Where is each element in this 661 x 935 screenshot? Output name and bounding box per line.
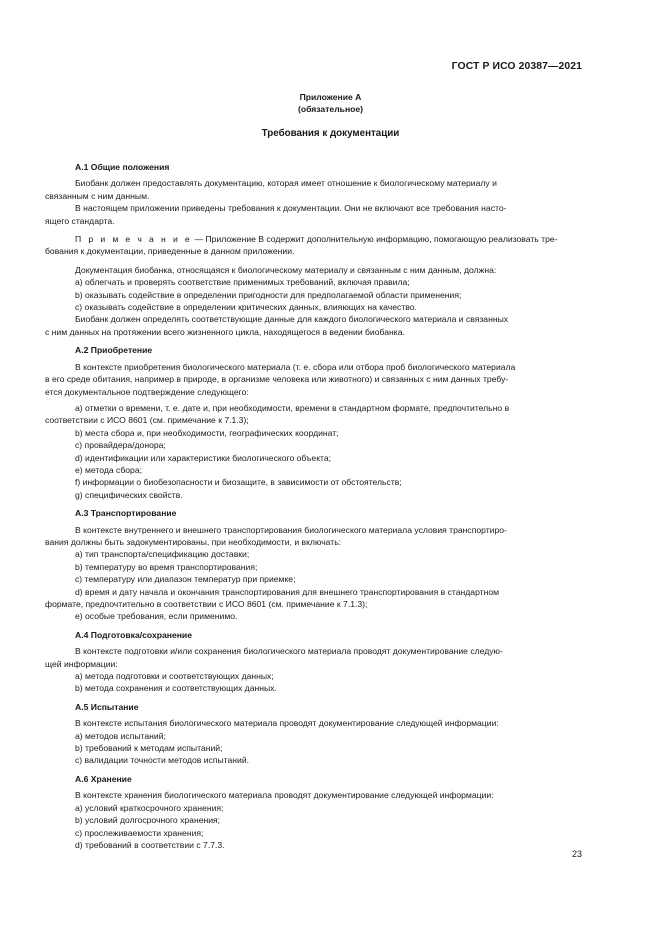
section-heading-a2: А.2 Приобретение bbox=[75, 345, 153, 356]
page-number: 23 bbox=[571, 849, 582, 859]
appendix-heading bbox=[0, 91, 661, 116]
standard-id: ГОСТ Р ИСО 20387—2021 bbox=[451, 61, 582, 72]
list-item: а) метода подготовки и соответствующих данных; bbox=[75, 671, 274, 682]
list-item: соответствии с ИСО 8601 (см. примечание к 7.1.3); bbox=[45, 415, 249, 426]
paragraph: ящего стандарта. bbox=[45, 215, 115, 226]
paragraph: Документация биобанка, относящаяся к биологическому материалу и связанным с ним данным, должна: bbox=[75, 264, 497, 275]
paragraph: с ним данных на протяжении всего жизненного цикла, находящегося в ведении биобанка. bbox=[45, 326, 405, 337]
list-item: b) метода сохранения и соответствующих данных. bbox=[75, 683, 277, 694]
note bbox=[75, 233, 583, 245]
list-item: b) места сбора и, при необходимости, географических координат; bbox=[75, 427, 339, 438]
note-text: — Приложение В содержит дополнительную информацию, помогающую реализовать тре- bbox=[192, 234, 558, 245]
paragraph: В контексте внутреннего и внешнего транспортирования биологического материала условия транспортиро- bbox=[75, 524, 507, 535]
list-item: е) особые требования, если применимо. bbox=[75, 611, 238, 622]
list-item: а) методов испытаний; bbox=[75, 730, 166, 741]
section-heading-a6: А.6 Хранение bbox=[75, 773, 132, 784]
list-item: с) температуру или диапазон температур при приемке; bbox=[75, 574, 296, 585]
list-item: b) температуру во время транспортирования; bbox=[75, 561, 258, 572]
paragraph: связанным с ним данным. bbox=[45, 190, 150, 201]
paragraph: Биобанк должен определять соответствующие данные для каждого биологического материала и связанных bbox=[75, 314, 509, 325]
paragraph: В контексте хранения биологического материала проводят документирование следующей информации: bbox=[75, 790, 494, 801]
list-item: формате, предпочтительно в соответствии с ИСО 8601 (см. примечание к 7.1.3); bbox=[45, 599, 368, 609]
paragraph: В контексте испытания биологического материала проводят документирование следующей информации: bbox=[75, 718, 499, 729]
document-body bbox=[45, 161, 583, 851]
paragraph: вания должны быть задокументированы, при необходимости, и включать: bbox=[45, 536, 342, 547]
list-item: d) идентификации или характеристики биологического объекта; bbox=[75, 452, 332, 463]
section-heading-a4: А.4 Подготовка/сохранение bbox=[75, 629, 192, 640]
note-text: бования к документации, приведенные в данном приложении. bbox=[45, 246, 295, 257]
list-item: с) прослеживаемости хранения; bbox=[75, 827, 204, 838]
list-item: d) время и дату начала и окончания транспортирования для внешнего транспортирования в стандартном bbox=[75, 586, 500, 597]
section-heading-a1: А.1 Общие положения bbox=[75, 162, 170, 172]
section-heading-a3: А.3 Транспортирование bbox=[75, 508, 177, 519]
list-item: b) условий долгосрочного хранения; bbox=[75, 815, 221, 826]
list-item: с) оказывать содействие в определении критических данных, влияющих на качество. bbox=[75, 302, 417, 313]
list-item: а) отметки о времени, т. е. дате и, при необходимости, времени в стандартном формате, предпочтительно в bbox=[75, 402, 510, 413]
note-label: П р и м е ч а н и е bbox=[75, 234, 193, 245]
list-item: а) тип транспорта/спецификацию доставки; bbox=[75, 549, 250, 560]
list-item: d) требований в соответствии с 7.7.3. bbox=[75, 839, 225, 850]
list-item: b) требований к методам испытаний; bbox=[75, 743, 223, 754]
appendix-title: Приложение А bbox=[299, 92, 362, 102]
paragraph: в его среде обитания, например в природе, в организме человека или животного) и связанных с ним данных требу- bbox=[45, 374, 509, 385]
list-item: а) облегчать и проверять соответствие применимых требований, включая правила; bbox=[75, 277, 410, 288]
list-item: b) оказывать содействие в определении пригодности для предполагаемой области применения; bbox=[75, 289, 462, 300]
paragraph: В настоящем приложении приведены требования к документации. Они не включают все требования насто- bbox=[75, 203, 507, 214]
list-item: g) специфических свойств. bbox=[75, 489, 183, 500]
list-item: а) условий краткосрочного хранения; bbox=[75, 802, 224, 813]
document-title: Требования к документации bbox=[261, 128, 400, 139]
paragraph: В контексте подготовки и/или сохранения биологического материала проводят документирование следую- bbox=[75, 646, 503, 657]
paragraph: щей информации: bbox=[45, 658, 118, 669]
paragraph: ется документальное подтверждение следующего: bbox=[45, 386, 249, 397]
appendix-subtitle: (обязательное) bbox=[297, 104, 364, 115]
paragraph: В контексте приобретения биологического материала (т. е. сбора или отбора проб биологического материала bbox=[75, 361, 516, 372]
list-item: с) валидации точности методов испытаний. bbox=[75, 755, 250, 766]
paragraph: Биобанк должен предоставлять документацию, которая имеет отношение к биологическому материалу и bbox=[75, 178, 497, 189]
section-heading-a5: А.5 Испытание bbox=[75, 701, 139, 712]
list-item: с) провайдера/донора; bbox=[75, 440, 166, 451]
list-item: f) информации о биобезопасности и биозащите, в зависимости от обстоятельств; bbox=[75, 477, 402, 488]
list-item: е) метода сбора; bbox=[75, 464, 142, 475]
